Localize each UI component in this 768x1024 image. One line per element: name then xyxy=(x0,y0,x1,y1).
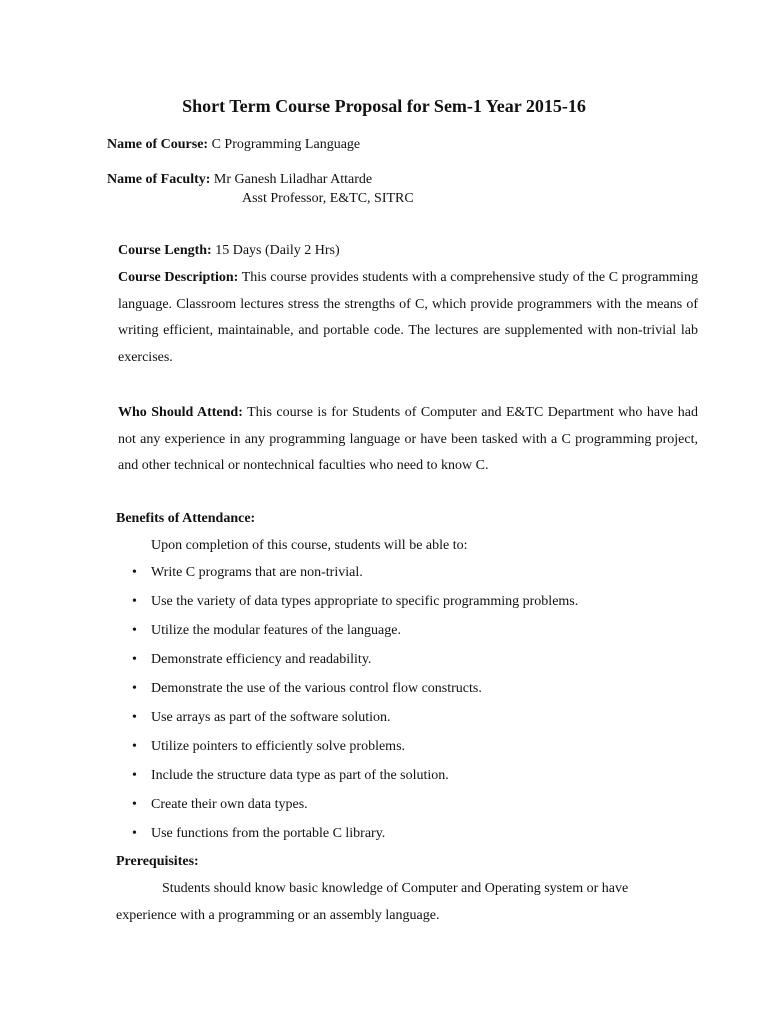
course-length-row xyxy=(118,243,340,259)
bullet-icon: • xyxy=(132,739,137,754)
prerequisites-heading: Prerequisites: xyxy=(116,854,199,869)
course-description-text: This course provides students with a comprehensive study of the C programming language. Classroom lectures stress the strengths of C, which provide programmers with the means of writing efficient, maintainable, and portable code. The lectures are supplemented with non-trivial lab exercises. xyxy=(118,270,698,365)
faculty-row xyxy=(107,172,372,188)
list-item: • Use the variety of data types appropriate to specific programming problems. xyxy=(132,592,578,621)
benefits-list xyxy=(132,563,578,853)
course-name-row xyxy=(107,137,360,153)
faculty-label: Name of Faculty: xyxy=(107,172,211,187)
benefits-heading: Benefits of Attendance: xyxy=(116,511,256,526)
course-length-label: Course Length: xyxy=(118,243,212,258)
course-length-value: 15 Days (Daily 2 Hrs) xyxy=(215,243,340,258)
bullet-icon: • xyxy=(132,710,137,725)
who-should-attend-label: Who Should Attend: xyxy=(118,405,243,420)
list-item: • Include the structure data type as part of the solution. xyxy=(132,766,578,795)
course-name-label: Name of Course: xyxy=(107,137,209,152)
bullet-icon: • xyxy=(132,652,137,667)
faculty-name: Mr Ganesh Liladhar Attarde xyxy=(213,172,373,187)
bullet-icon: • xyxy=(132,681,137,696)
list-item: • Utilize pointers to efficiently solve problems. xyxy=(132,737,578,766)
course-description-paragraph xyxy=(118,265,698,371)
bullet-icon: • xyxy=(132,594,137,609)
bullet-icon: • xyxy=(132,826,137,841)
course-description-label: Course Description: xyxy=(118,270,239,285)
prerequisites-line-1: Students should know basic knowledge of Computer and Operating system or have xyxy=(162,881,629,896)
list-item: • Demonstrate efficiency and readability. xyxy=(132,650,578,679)
bullet-icon: • xyxy=(132,623,137,638)
list-item: • Create their own data types. xyxy=(132,795,578,824)
list-item: • Use functions from the portable C library. xyxy=(132,824,578,853)
bullet-icon: • xyxy=(132,797,137,812)
list-item: • Use arrays as part of the software solution. xyxy=(132,708,578,737)
document-title: Short Term Course Proposal for Sem-1 Year 2015-16 xyxy=(182,96,586,116)
list-item: • Utilize the modular features of the language. xyxy=(132,621,578,650)
course-name-value: C Programming Language xyxy=(211,137,361,152)
bullet-icon: • xyxy=(132,565,137,580)
list-item: • Write C programs that are non-trivial. xyxy=(132,563,578,592)
benefits-intro: Upon completion of this course, students will be able to: xyxy=(151,538,468,553)
bullet-icon: • xyxy=(132,768,137,783)
who-should-attend-text: This course is for Students of Computer and E&TC Department who have had not any experience in any programming language or have been tasked with a C programming project, and other technical or nontechnical faculties who need to know C. xyxy=(118,405,698,473)
prerequisites-line-2: experience with a programming or an assembly language. xyxy=(116,908,440,923)
list-item: • Demonstrate the use of the various control flow constructs. xyxy=(132,679,578,708)
who-should-attend-paragraph xyxy=(118,400,698,480)
faculty-designation: Asst Professor, E&TC, SITRC xyxy=(242,191,414,206)
